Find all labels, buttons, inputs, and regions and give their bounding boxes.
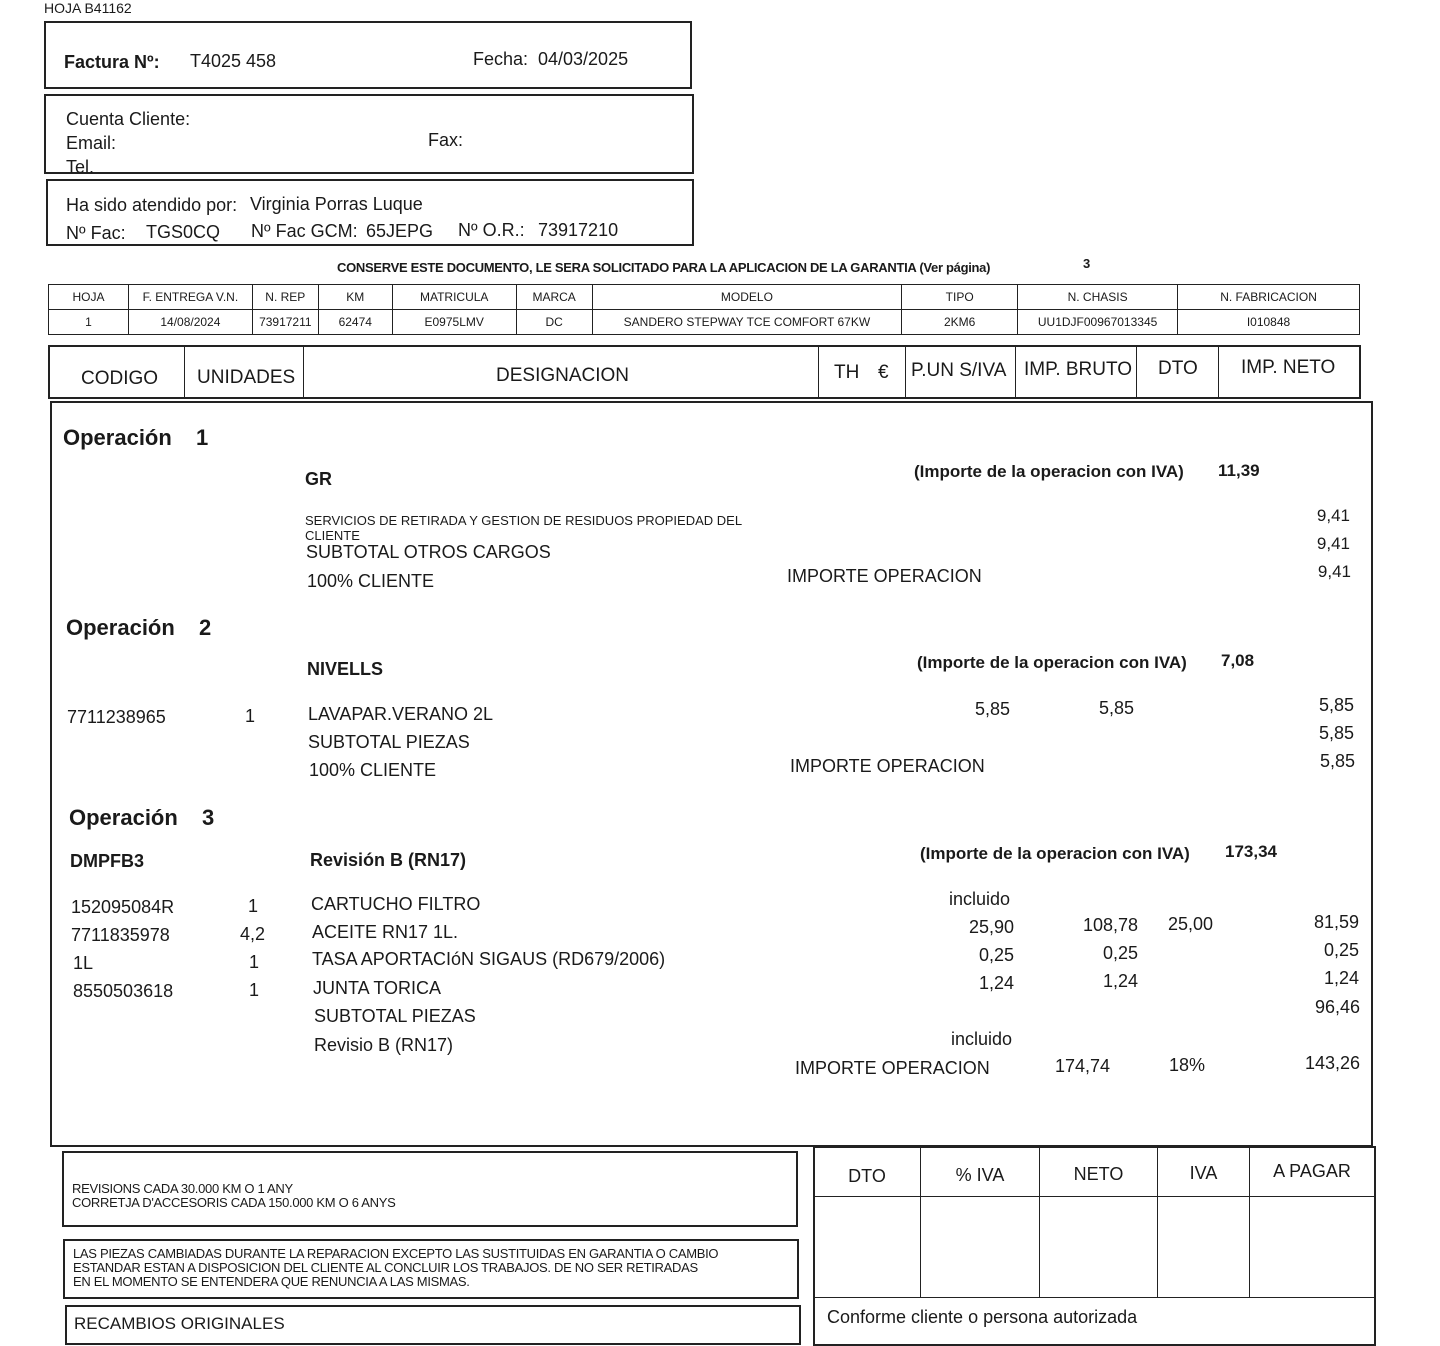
line-neto: 5,85 [1318,695,1354,715]
importe-operacion-value: 143,26 [1304,1053,1360,1073]
line-neto: 9,41 [1316,506,1350,525]
totals-header-a-pagar: A PAGAR [1273,1161,1351,1181]
vehicle-header-cell: KM [318,285,392,310]
importe-dto: 18% [1169,1055,1206,1075]
vehicle-header-cell: N. FABRICACION [1178,285,1360,310]
op-number: 2 [199,615,212,640]
invoice-number: T4025 458 [190,51,277,71]
divider [303,346,304,398]
vehicle-header-cell: MATRICULA [392,285,516,310]
vehicle-value-cell: I010848 [1178,310,1360,335]
op-label: Operación [69,805,178,830]
attended-name: Virginia Porras Luque [250,194,423,214]
vehicle-header-cell: F. ENTREGA V.N. [128,285,252,310]
col-euro: € [878,362,889,383]
vehicle-value-row [49,310,1360,335]
warranty-notice-page: 3 [1083,256,1091,271]
vehicle-table [48,284,1360,335]
vehicle-header-row [49,285,1360,310]
divider [814,1196,1375,1197]
line-bruto: 0,25 [1102,943,1138,963]
line-unidades: 1 [245,706,256,726]
pieces-note-line2: ESTANDAR ESTAN A DISPOSICION DEL CLIENTE AL CONCLUIR LOS TRABAJOS. DE NO SER RETIRADAS [73,1260,698,1275]
col-designacion: DESIGNACION [496,365,630,386]
revision-label: Revisio B (RN17) [314,1035,454,1055]
subtotal-label: SUBTOTAL PIEZAS [308,732,470,752]
importe-operacion-label: IMPORTE OPERACION [795,1058,990,1078]
line-designacion: LAVAPAR.VERANO 2L [308,704,494,724]
op-group: GR [305,469,332,489]
client-account-label: Cuenta Cliente: [66,109,191,129]
line-neto: 81,59 [1313,912,1359,932]
client-pct: 100% CLIENTE [307,571,435,591]
vehicle-header-cell: MODELO [592,285,902,310]
divider [184,346,185,398]
included-label: incluido [949,889,1011,909]
vehicle-value-cell: E0975LMV [392,310,516,335]
line-codigo: 8550503618 [73,981,174,1001]
line-codigo: 7711835978 [71,925,170,945]
line-codigo: 152095084R [71,897,175,917]
op-amount-iva: 173,34 [1225,842,1277,861]
line-unidades: 1 [249,952,260,972]
op-amount-iva: 7,08 [1221,651,1255,670]
vehicle-value-cell: 2KM6 [902,310,1018,335]
line-bruto: 5,85 [1098,698,1134,718]
totals-header-iva-pct: % IVA [955,1165,1005,1185]
col-codigo: CODIGO [81,368,159,389]
subtotal-label: SUBTOTAL OTROS CARGOS [306,542,551,562]
importe-bruto: 174,74 [1055,1056,1111,1076]
fac-label: Nº Fac: [66,223,126,243]
divider [905,346,906,398]
vehicle-value-cell: UU1DJF00967013345 [1018,310,1178,335]
subtotal-value: 9,41 [1316,534,1350,553]
or-label: Nº O.R.: [458,220,525,240]
op-label: Operación [63,425,172,450]
col-bruto: IMP. BRUTO [1024,359,1133,380]
vehicle-header-cell: HOJA [49,285,129,310]
line-unidades: 1 [248,896,259,916]
vehicle-header-cell: TIPO [902,285,1018,310]
importe-operacion-label: IMPORTE OPERACION [790,756,985,776]
invoice-number-label: Factura Nº: [64,52,160,72]
vehicle-value-cell: 1 [49,310,129,335]
op-label: Operación [66,615,175,640]
fac-value: TGS0CQ [146,222,221,242]
divider [1218,346,1219,398]
line-bruto: 1,24 [1102,971,1138,991]
line-designacion: CARTUCHO FILTRO [311,894,481,914]
op-group: Revisión B (RN17) [310,850,467,870]
importe-operacion-value: 5,85 [1319,751,1355,771]
line-neto: 1,24 [1323,968,1359,988]
vehicle-value-cell: 73917211 [252,310,318,335]
line-pun: 5,85 [974,699,1010,719]
subtotal-label: SUBTOTAL PIEZAS [314,1006,476,1026]
op-number: 1 [196,425,209,450]
col-unidades: UNIDADES [197,367,296,388]
op-amount-label: (Importe de la operacion con IVA) [914,462,1184,481]
importe-operacion-value: 9,41 [1317,562,1351,581]
client-pct: 100% CLIENTE [309,760,437,780]
totals-header-iva: IVA [1189,1163,1218,1183]
originals-label: RECAMBIOS ORIGINALES [74,1314,285,1333]
divider [814,1297,1375,1298]
op-code: DMPFB3 [70,851,145,871]
pieces-note-line3: EN EL MOMENTO SE ENTENDERA QUE RENUNCIA A LAS MISMAS. [73,1274,470,1289]
line-pun: 1,24 [978,973,1014,993]
op-amount-label: (Importe de la operacion con IVA) [917,653,1187,672]
vehicle-header-cell: N. REP [252,285,318,310]
vehicle-value-cell: DC [516,310,592,335]
client-email-label: Email: [66,133,117,153]
vehicle-value-cell: 62474 [318,310,392,335]
line-description-cont: CLIENTE [305,528,360,543]
op-amount-iva: 11,39 [1218,461,1260,480]
line-neto: 0,25 [1323,940,1359,960]
totals-header-neto: NETO [1073,1164,1124,1184]
or-value: 73917210 [538,220,619,240]
invoice-date: 04/03/2025 [538,49,629,69]
client-box [44,94,694,174]
vehicle-header-cell: N. CHASIS [1018,285,1178,310]
revisions-note-line1: REVISIONS CADA 30.000 KM O 1 ANY [72,1181,293,1196]
vehicle-value-cell: SANDERO STEPWAY TCE COMFORT 67KW [592,310,902,335]
attended-label: Ha sido atendido por: [66,195,238,215]
divider [818,346,819,398]
divider [1015,346,1016,398]
line-designacion: TASA APORTACIóN SIGAUS (RD679/2006) [312,949,666,969]
op-number: 3 [202,805,215,830]
line-description: SERVICIOS DE RETIRADA Y GESTION DE RESIDUOS PROPIEDAD DEL [305,513,743,528]
col-pun: P.UN S/IVA [911,360,1007,381]
revisions-note-line2: CORRETJA D'ACCESORIS CADA 150.000 KM O 6 ANYS [72,1195,396,1210]
vehicle-header-cell: MARCA [516,285,592,310]
line-unidades: 1 [249,980,260,1000]
importe-operacion-label: IMPORTE OPERACION [787,566,982,586]
gcm-value: 65JEPG [366,221,434,241]
gcm-label: Nº Fac GCM: [251,221,358,241]
line-pun: 0,25 [978,945,1014,965]
op-group: NIVELLS [307,659,384,679]
invoice-date-label: Fecha: [473,49,529,69]
vehicle-value-cell: 14/08/2024 [128,310,252,335]
pieces-note-line1: LAS PIEZAS CAMBIADAS DURANTE LA REPARACION EXCEPTO LAS SUSTITUIDAS EN GARANTIA O CAMBIO [73,1246,719,1261]
col-th: TH [834,362,860,383]
subtotal-value: 96,46 [1314,997,1360,1017]
divider [1136,346,1137,398]
client-fax-label: Fax: [428,130,464,150]
line-designacion: ACEITE RN17 1L. [312,922,459,942]
warranty-notice: CONSERVE ESTE DOCUMENTO, LE SERA SOLICITADO PARA LA APLICACION DE LA GARANTIA (Ver página) [337,260,991,275]
col-neto: IMP. NETO [1241,357,1336,378]
signature-label: Conforme cliente o persona autorizada [827,1307,1138,1327]
subtotal-value: 5,85 [1318,723,1354,743]
included-label: incluido [951,1029,1013,1049]
line-unidades: 4,2 [240,924,266,944]
line-dto: 25,00 [1168,914,1214,934]
col-dto: DTO [1158,358,1198,379]
client-tel-label: Tel. [66,157,95,177]
sheet-label: HOJA B41162 [44,0,132,16]
totals-header-dto: DTO [848,1166,886,1186]
op-amount-label: (Importe de la operacion con IVA) [920,844,1190,863]
line-codigo: 1L [73,953,94,973]
line-bruto: 108,78 [1082,915,1138,935]
line-designacion: JUNTA TORICA [313,978,442,998]
line-codigo: 7711238965 [67,707,166,727]
line-pun: 25,90 [968,917,1014,937]
